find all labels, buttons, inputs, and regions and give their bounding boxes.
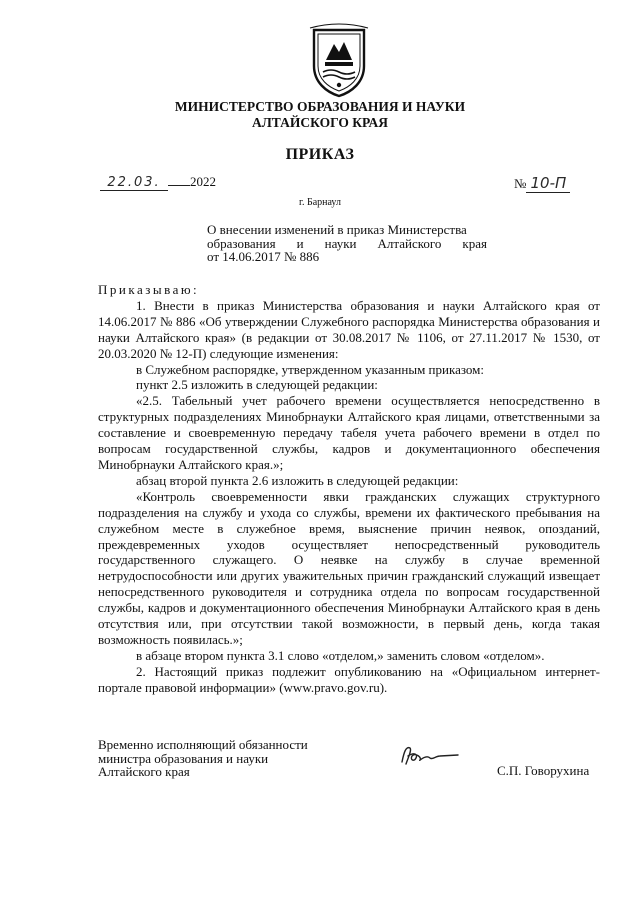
ministry-line-2: АЛТАЙСКОГО КРАЯ (251, 115, 389, 130)
position-line-3: Алтайского края (98, 764, 190, 779)
order-subject (207, 223, 487, 264)
order-body (98, 282, 600, 696)
coat-of-arms-icon (306, 22, 372, 98)
ministry-name (0, 99, 640, 131)
paragraph-1: 1. Внести в приказ Министерства образования и науки Алтайского края от 14.06.2017 № 886 «Об утверждении Служебного распорядка Министерства образования и науки Алтайского края» (в редакции от 30.08.2017 № 1106, от 27.11.2017 № 1530, от 20.03.2020 № 12-П) следующие изменения: (98, 297, 600, 361)
handwritten-number: 10-П (526, 174, 570, 193)
order-number (514, 174, 570, 193)
subject-line-2: образования и науки Алтайского края (207, 235, 487, 251)
order-year: 2022 (190, 174, 216, 189)
paragraph-5: абзац второй пункта 2.6 изложить в следующей редакции: (136, 472, 459, 488)
paragraph-7: в абзаце втором пункта 3.1 слово «отделом,» заменить словом «отделом». (136, 647, 545, 663)
ministry-line-1: МИНИСТЕРСТВО ОБРАЗОВАНИЯ И НАУКИ (174, 99, 466, 114)
signatory-name: С.П. Говорухина (497, 763, 590, 778)
order-word: Приказываю: (98, 282, 200, 297)
order-date (100, 174, 216, 191)
date-underline (168, 185, 190, 186)
subject-line-3: от 14.06.2017 № 886 (207, 249, 320, 264)
handwritten-date: 22.03. (100, 175, 168, 191)
paragraph-6: «Контроль своевременности явки гражданских служащих структурного подразделения на службу и ухода со службы, времени их фактического пребывания на служебном месте в служебное время, выяснение причин неявок, опозданий, преждевременных уходов осуществляет непосредственный руководитель государственного служащего. О неявке на службу в случае временной нетрудоспособности или других уважительных причин гражданский служащий извещает непосредственного руководителя и сотрудника отдела по вопросам государственной службы, кадров и документационного обеспечения Минобрнауки Алтайского края в день отсутствия или, при отсутствии такой возможности, в первый день, когда такая возможность появилась.»; (98, 488, 600, 647)
paragraph-3: пункт 2.5 изложить в следующей редакции: (136, 377, 378, 393)
position-line-1: Временно исполняющий обязанности (98, 737, 308, 752)
paragraph-2: в Служебном распорядке, утвержденном указанным приказом: (136, 361, 485, 377)
number-sign: № (514, 176, 527, 191)
paragraph-8: 2. Настоящий приказ подлежит опубликованию на «Официальном интернет-портале правовой информации» (www.pravo.gov.ru). (98, 663, 600, 695)
position-line-2: министра образования и науки (98, 750, 269, 766)
city-label: г. Барнаул (299, 197, 341, 208)
handwritten-signature-icon (396, 742, 462, 768)
subject-line-1: О внесении изменений в приказ Министерства (207, 222, 467, 237)
paragraph-4: «2.5. Табельный учет рабочего времени осуществляется непосредственно в структурных подразделениях Минобрнауки Алтайского края лицами, ответственными за составление и своевременную передачу табеля учета рабочего времени в отдел по вопросам государственной службы, кадров и документационного обеспечения Минобрнауки Алтайского края.»; (98, 393, 600, 472)
signatory-position (98, 738, 308, 779)
document-type-title: ПРИКАЗ (285, 146, 355, 163)
